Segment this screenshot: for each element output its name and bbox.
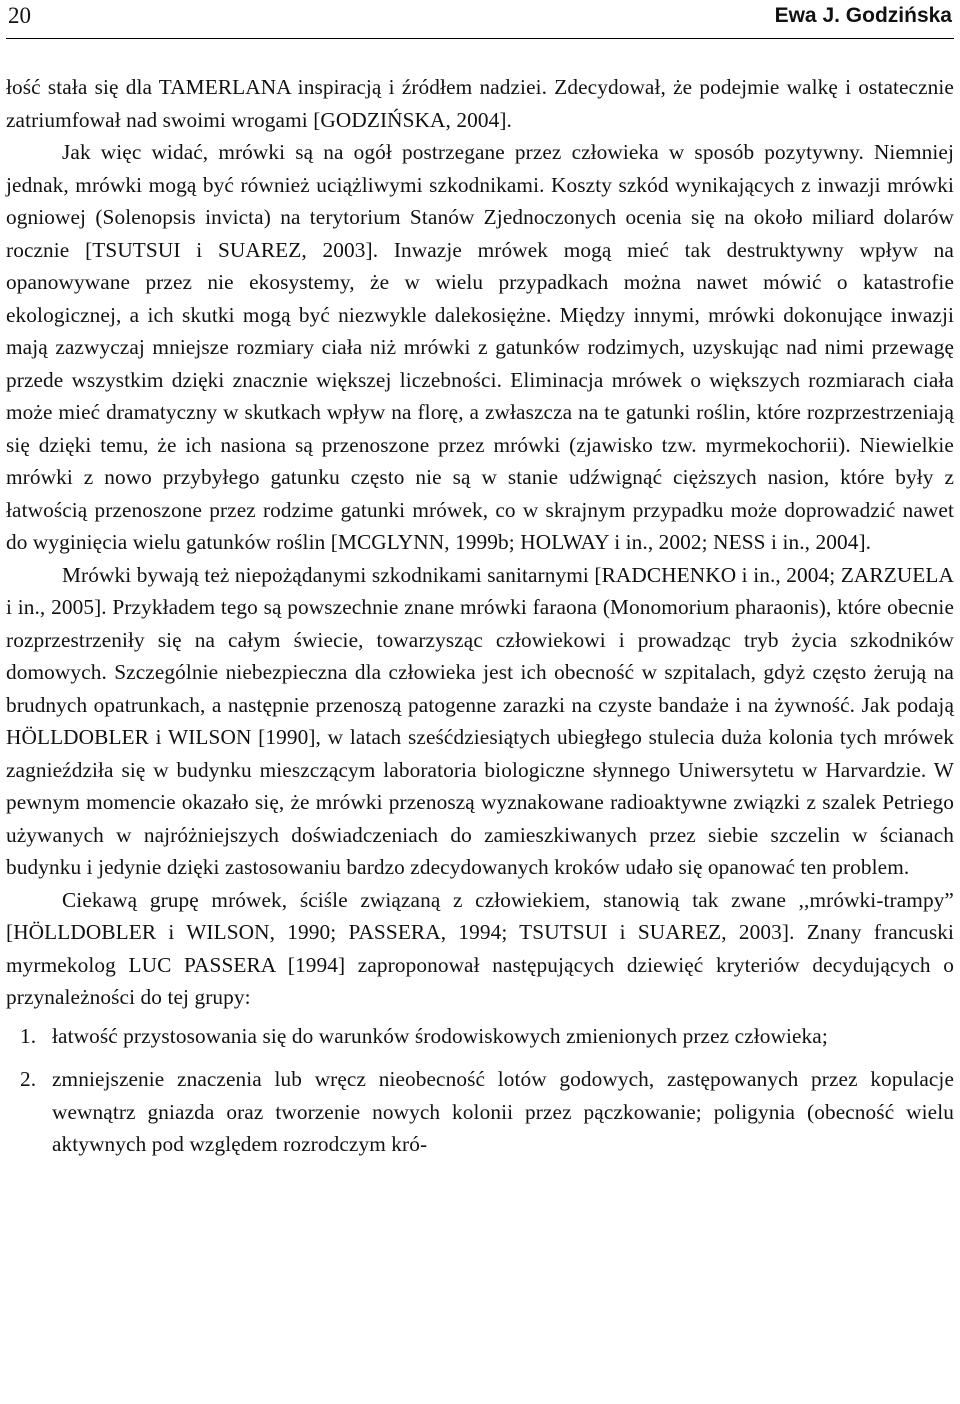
paragraph-3: Mrówki bywają też niepożądanymi szkodnikami sanitarnymi [RADCHENKO i in., 2004; ZARZUELA i in., 2005]. Przykładem tego są powszechnie znane mrówki faraona (Monomorium pharaonis), które obecnie rozprzestrzeniły się na całym świecie, towarzysząc człowiekowi i prowadząc tryb życia szkodników domowych. Szczególnie niebezpieczna dla człowieka jest ich obecność w szpitalach, gdyż często żerują na brudnych opatrunkach, a następnie przenoszą patogenne zarazki na czyste bandaże i na żywność. Jak podają HÖLLDOBLER i WILSON [1990], w latach sześćdziesiątych ubiegłego stulecia duża kolonia tych mrówek zagnieździła się w budynku mieszczącym laboratoria biologiczne słynnego Uniwersytetu w Harvardzie. W pewnym momencie okazało się, że mrówki przenoszą wyznakowane radioaktywne związki z szalek Petriego używanych w najróżniejszych doświadczeniach do zamieszkiwanych przez siebie szczelin w ścianach budynku i jedynie dzięki zastosowaniu bardzo zdecydowanych kroków udało się opanować ten problem.: [6, 562, 954, 879]
list-item-number: 1.: [20, 1023, 37, 1048]
criteria-list: [6, 1020, 954, 1161]
list-item: [6, 1063, 954, 1161]
paragraph-1: łość stała się dla TAMERLANA inspiracją i źródłem nadziei. Zdecydował, że podejmie walkę i ostatecznie zatriumfował nad swoimi wrogami [GODZIŃSKA, 2004].: [6, 75, 954, 132]
running-head-author: Ewa J. Godzińska: [774, 4, 952, 27]
list-item-text: łatwość przystosowania się do warunków środowiskowych zmienionych przez człowieka;: [52, 1023, 828, 1048]
page: [6, 0, 954, 1172]
list-item: [6, 1020, 954, 1053]
body-text: [6, 71, 954, 1161]
page-number: 20: [8, 3, 31, 28]
paragraph-2: Jak więc widać, mrówki są na ogół postrzegane przez człowieka w sposób pozytywny. Niemniej jednak, mrówki mogą być również uciążliwymi szkodnikami. Koszty szkód wynikających z inwazji mrówki ogniowej (Solenopsis invicta) na terytorium Stanów Zjednoczonych ocenia się na około miliard dolarów rocznie [TSUTSUI i SUAREZ, 2003]. Inwazje mrówek mogą mieć tak destruktywny wpływ na opanowywane przez nie ekosystemy, że w wielu przypadkach można nawet mówić o katastrofie ekologicznej, a ich skutki mogą być niezwykle dalekosiężne. Między innymi, mrówki dokonujące inwazji mają zazwyczaj mniejsze rozmiary ciała niż mrówki z gatunków rodzimych, uzyskując nad nimi przewagę przede wszystkim dzięki znacznie większej liczebności. Eliminacja mrówek o większych rozmiarach ciała może mieć dramatyczny w skutkach wpływ na florę, a zwłaszcza na te gatunki roślin, które rozprzestrzeniają się dzięki temu, że ich nasiona są przenoszone przez mrówki (zjawisko tzw. myrmekochorii). Niewielkie mrówki z nowo przybyłego gatunku często nie są w stanie udźwignąć cięższych nasion, które były z łatwością przenoszone przez rodzime gatunki mrówek, co w skrajnym przypadku może doprowadzić nawet do wyginięcia wielu gatunków roślin [MCGLYNN, 1999b; HOLWAY i in., 2002; NESS i in., 2004].: [6, 140, 954, 554]
list-item-text: zmniejszenie znaczenia lub wręcz nieobecność lotów godowych, zastępowanych przez kopulacje wewnątrz gniazda oraz tworzenie nowych kolonii przez pączkowanie; poligynia (obecność wielu aktywnych pod względem rozrodczym kró-: [52, 1067, 954, 1156]
page-header: [6, 0, 954, 39]
paragraph-4: Ciekawą grupę mrówek, ściśle związaną z człowiekiem, stanowią tak zwane ,,mrówki-trampy” [HÖLLDOBLER i WILSON, 1990; PASSERA, 1994; TSUTSUI i SUAREZ, 2003]. Znany francuski myrmekolog LUC PASSERA [1994] zaproponował następujących dziewięć kryteriów decydujących o przynależności do tej grupy:: [6, 887, 954, 1009]
list-item-number: 2.: [20, 1067, 37, 1091]
